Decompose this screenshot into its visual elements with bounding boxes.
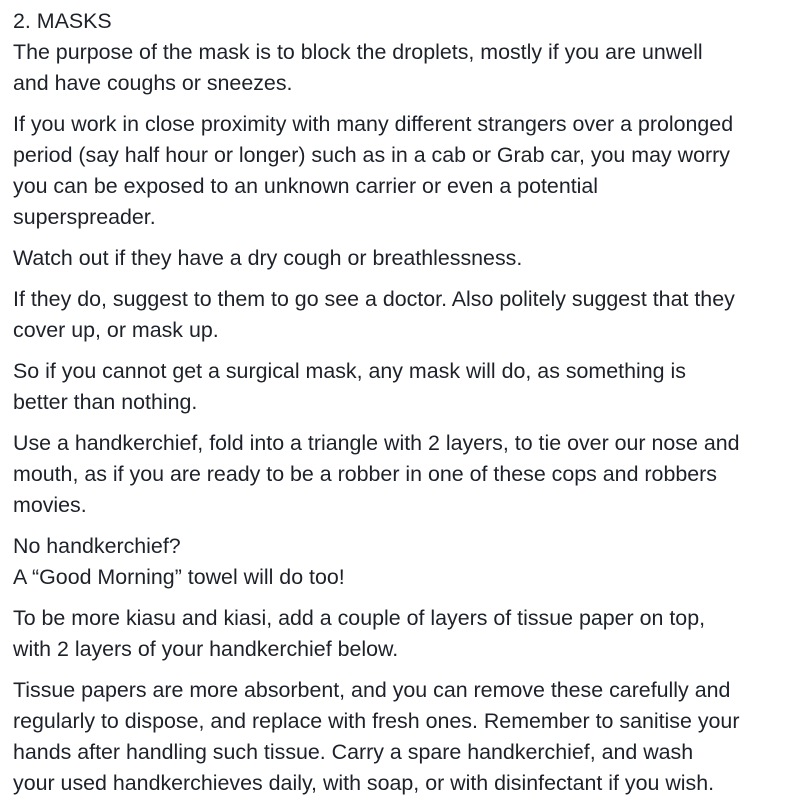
text-line: superspreader.: [13, 205, 156, 229]
paragraph-watch-out: [13, 243, 791, 274]
text-line: Watch out if they have a dry cough or breathlessness.: [13, 246, 523, 270]
text-line: A “Good Morning” towel will do too!: [13, 565, 345, 589]
text-line: cover up, or mask up.: [13, 318, 219, 342]
text-line: and have coughs or sneezes.: [13, 71, 293, 95]
text-line: hands after handling such tissue. Carry a spare handkerchief, and wash: [13, 740, 694, 764]
text-line: No handkerchief?: [13, 534, 181, 558]
paragraph-any-mask: [13, 356, 791, 418]
text-line: The purpose of the mask is to block the droplets, mostly if you are unwell: [13, 40, 703, 64]
text-line: movies.: [13, 493, 87, 517]
paragraph-handkerchief: [13, 428, 791, 521]
text-line: Use a handkerchief, fold into a triangle with 2 layers, to tie over our nose and: [13, 431, 740, 455]
text-line: period (say half hour or longer) such as in a cab or Grab car, you may worry: [13, 143, 730, 167]
text-line: mouth, as if you are ready to be a robber in one of these cops and robbers: [13, 462, 717, 486]
text-line: If you work in close proximity with many different strangers over a prolonged: [13, 112, 734, 136]
text-line: you can be exposed to an unknown carrier or even a potential: [13, 174, 599, 198]
paragraph-towel: [13, 531, 791, 593]
paragraph-tissue-absorbent: [13, 675, 791, 799]
document-body: [13, 6, 791, 809]
text-line: So if you cannot get a surgical mask, any mask will do, as something is: [13, 359, 686, 383]
text-line: regularly to dispose, and replace with fresh ones. Remember to sanitise your: [13, 709, 740, 733]
text-line: If they do, suggest to them to go see a doctor. Also politely suggest that they: [13, 287, 735, 311]
paragraph-see-doctor: [13, 284, 791, 346]
paragraph-close-proximity: [13, 109, 791, 233]
paragraph-mask-purpose: [13, 37, 791, 99]
paragraph-tissue-layers: [13, 603, 791, 665]
section-heading: [13, 6, 791, 37]
text-line: better than nothing.: [13, 390, 198, 414]
text-line: with 2 layers of your handkerchief below.: [13, 637, 399, 661]
text-line: Tissue papers are more absorbent, and you can remove these carefully and: [13, 678, 731, 702]
text-line: your used handkerchieves daily, with soap, or with disinfectant if you wish.: [13, 771, 715, 795]
heading-text: 2. MASKS: [13, 9, 112, 33]
text-line: To be more kiasu and kiasi, add a couple of layers of tissue paper on top,: [13, 606, 706, 630]
